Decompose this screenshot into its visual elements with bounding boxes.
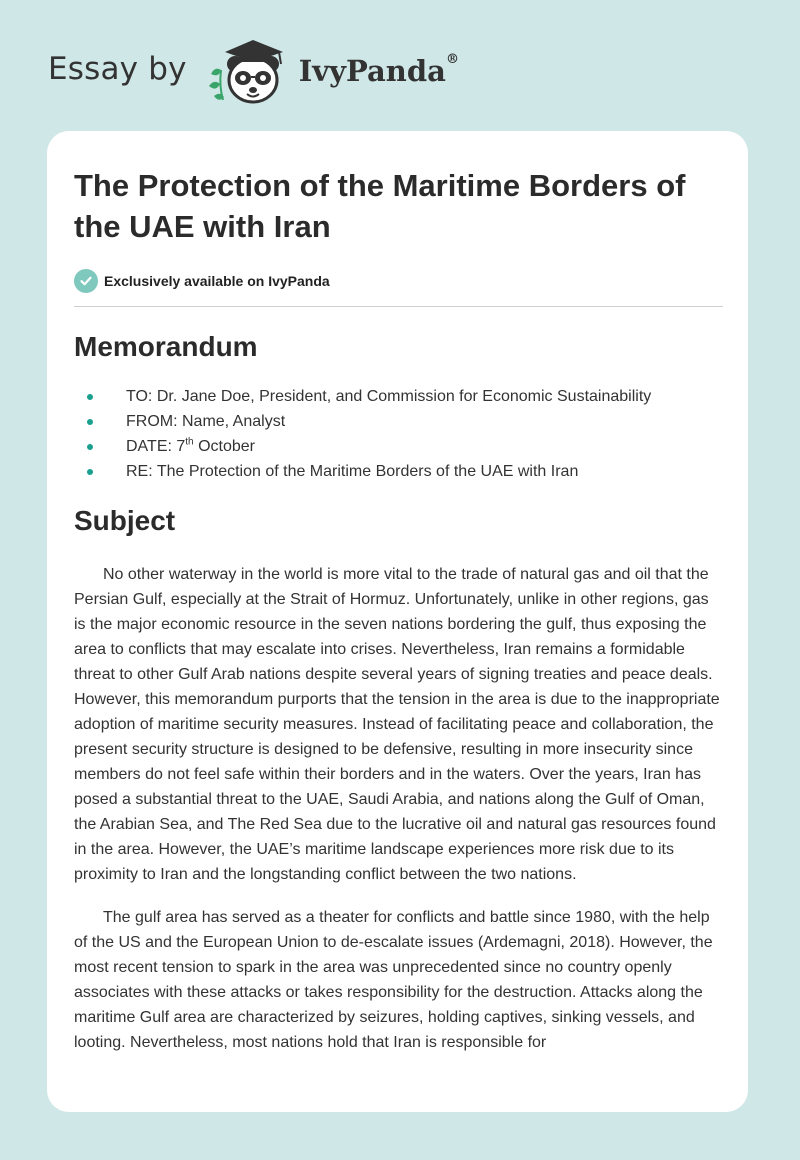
body-paragraph: No other waterway in the world is more vital to the trade of natural gas and oil that the Persian Gulf, especially at the Strait of Hormuz. Unfortunately, unlike in other regions, gas is the major economic resource in the seven nations bordering the gulf, thus exposing the area to conflicts that may escalate into crises. Nevertheless, Iran remains a formidable threat to other Gulf Arab nations despite several years of signing treaties and peace deals. However, this memorandum purports that the tension in the area is due to the inappropriate adoption of maritime security measures. Instead of facilitating peace and collaboration, the present security structure is designed to be defensive, resulting in more insecurity since members do not feel safe within their borders and in the waters. Over the years, Iran has posed a substantial threat to the UAE, Saudi Arabia, and nations along the Gulf of Oman, the Arabian Sea, and The Red Sea due to the lucrative oil and natural gas resources found in the area. However, the UAE’s maritime landscape experiences more risk due to its proximity to Iran and the longstanding conflict between the two nations. bbox=[74, 566, 720, 883]
list-item bbox=[74, 434, 724, 459]
list-item bbox=[74, 384, 724, 409]
subject-heading: Subject bbox=[74, 505, 176, 536]
bullet-icon bbox=[87, 469, 93, 475]
essay-content bbox=[74, 165, 724, 1055]
site-header bbox=[48, 30, 459, 110]
essay-card bbox=[47, 131, 748, 1112]
memo-date-sup: th bbox=[185, 436, 194, 448]
memo-list bbox=[74, 384, 724, 484]
exclusive-label: Exclusively available on IvyPanda bbox=[104, 273, 330, 289]
memo-from: FROM: Name, Analyst bbox=[126, 413, 286, 430]
panda-graduate-icon[interactable] bbox=[205, 30, 297, 110]
exclusive-badge bbox=[74, 269, 724, 293]
brand-label: IvyPanda bbox=[298, 54, 446, 88]
list-item bbox=[74, 409, 724, 434]
essay-by-label: Essay by bbox=[48, 51, 187, 87]
body-paragraph: The gulf area has served as a theater for conflicts and battle since 1980, with the help of the US and the European Union to de-escalate issues (Ardemagni, 2018). However, the most recent tension to spark in the area was unprecedented since no country openly associates with these attacks or takes responsibility for the destruction. Attacks along the maritime Gulf area are characterized by seizures, holding captives, sinking vessels, and looting. Nevertheless, most nations hold that Iran is responsible for bbox=[74, 909, 713, 1051]
registered-mark: ® bbox=[445, 52, 459, 67]
divider bbox=[74, 306, 723, 307]
list-item bbox=[74, 459, 724, 484]
check-icon bbox=[74, 269, 98, 293]
memo-date-suffix: October bbox=[193, 438, 255, 455]
memo-to: TO: Dr. Jane Doe, President, and Commission for Economic Sustainability bbox=[126, 388, 652, 405]
memo-re: RE: The Protection of the Maritime Borders of the UAE with Iran bbox=[126, 463, 579, 480]
memorandum-heading: Memorandum bbox=[74, 331, 258, 362]
bullet-icon bbox=[87, 394, 93, 400]
memo-date-prefix: DATE: 7 bbox=[126, 438, 186, 455]
bullet-icon bbox=[87, 419, 93, 425]
page-title: The Protection of the Maritime Borders of the UAE with Iran bbox=[74, 168, 686, 244]
brand-name[interactable] bbox=[299, 54, 459, 88]
bullet-icon bbox=[87, 444, 93, 450]
